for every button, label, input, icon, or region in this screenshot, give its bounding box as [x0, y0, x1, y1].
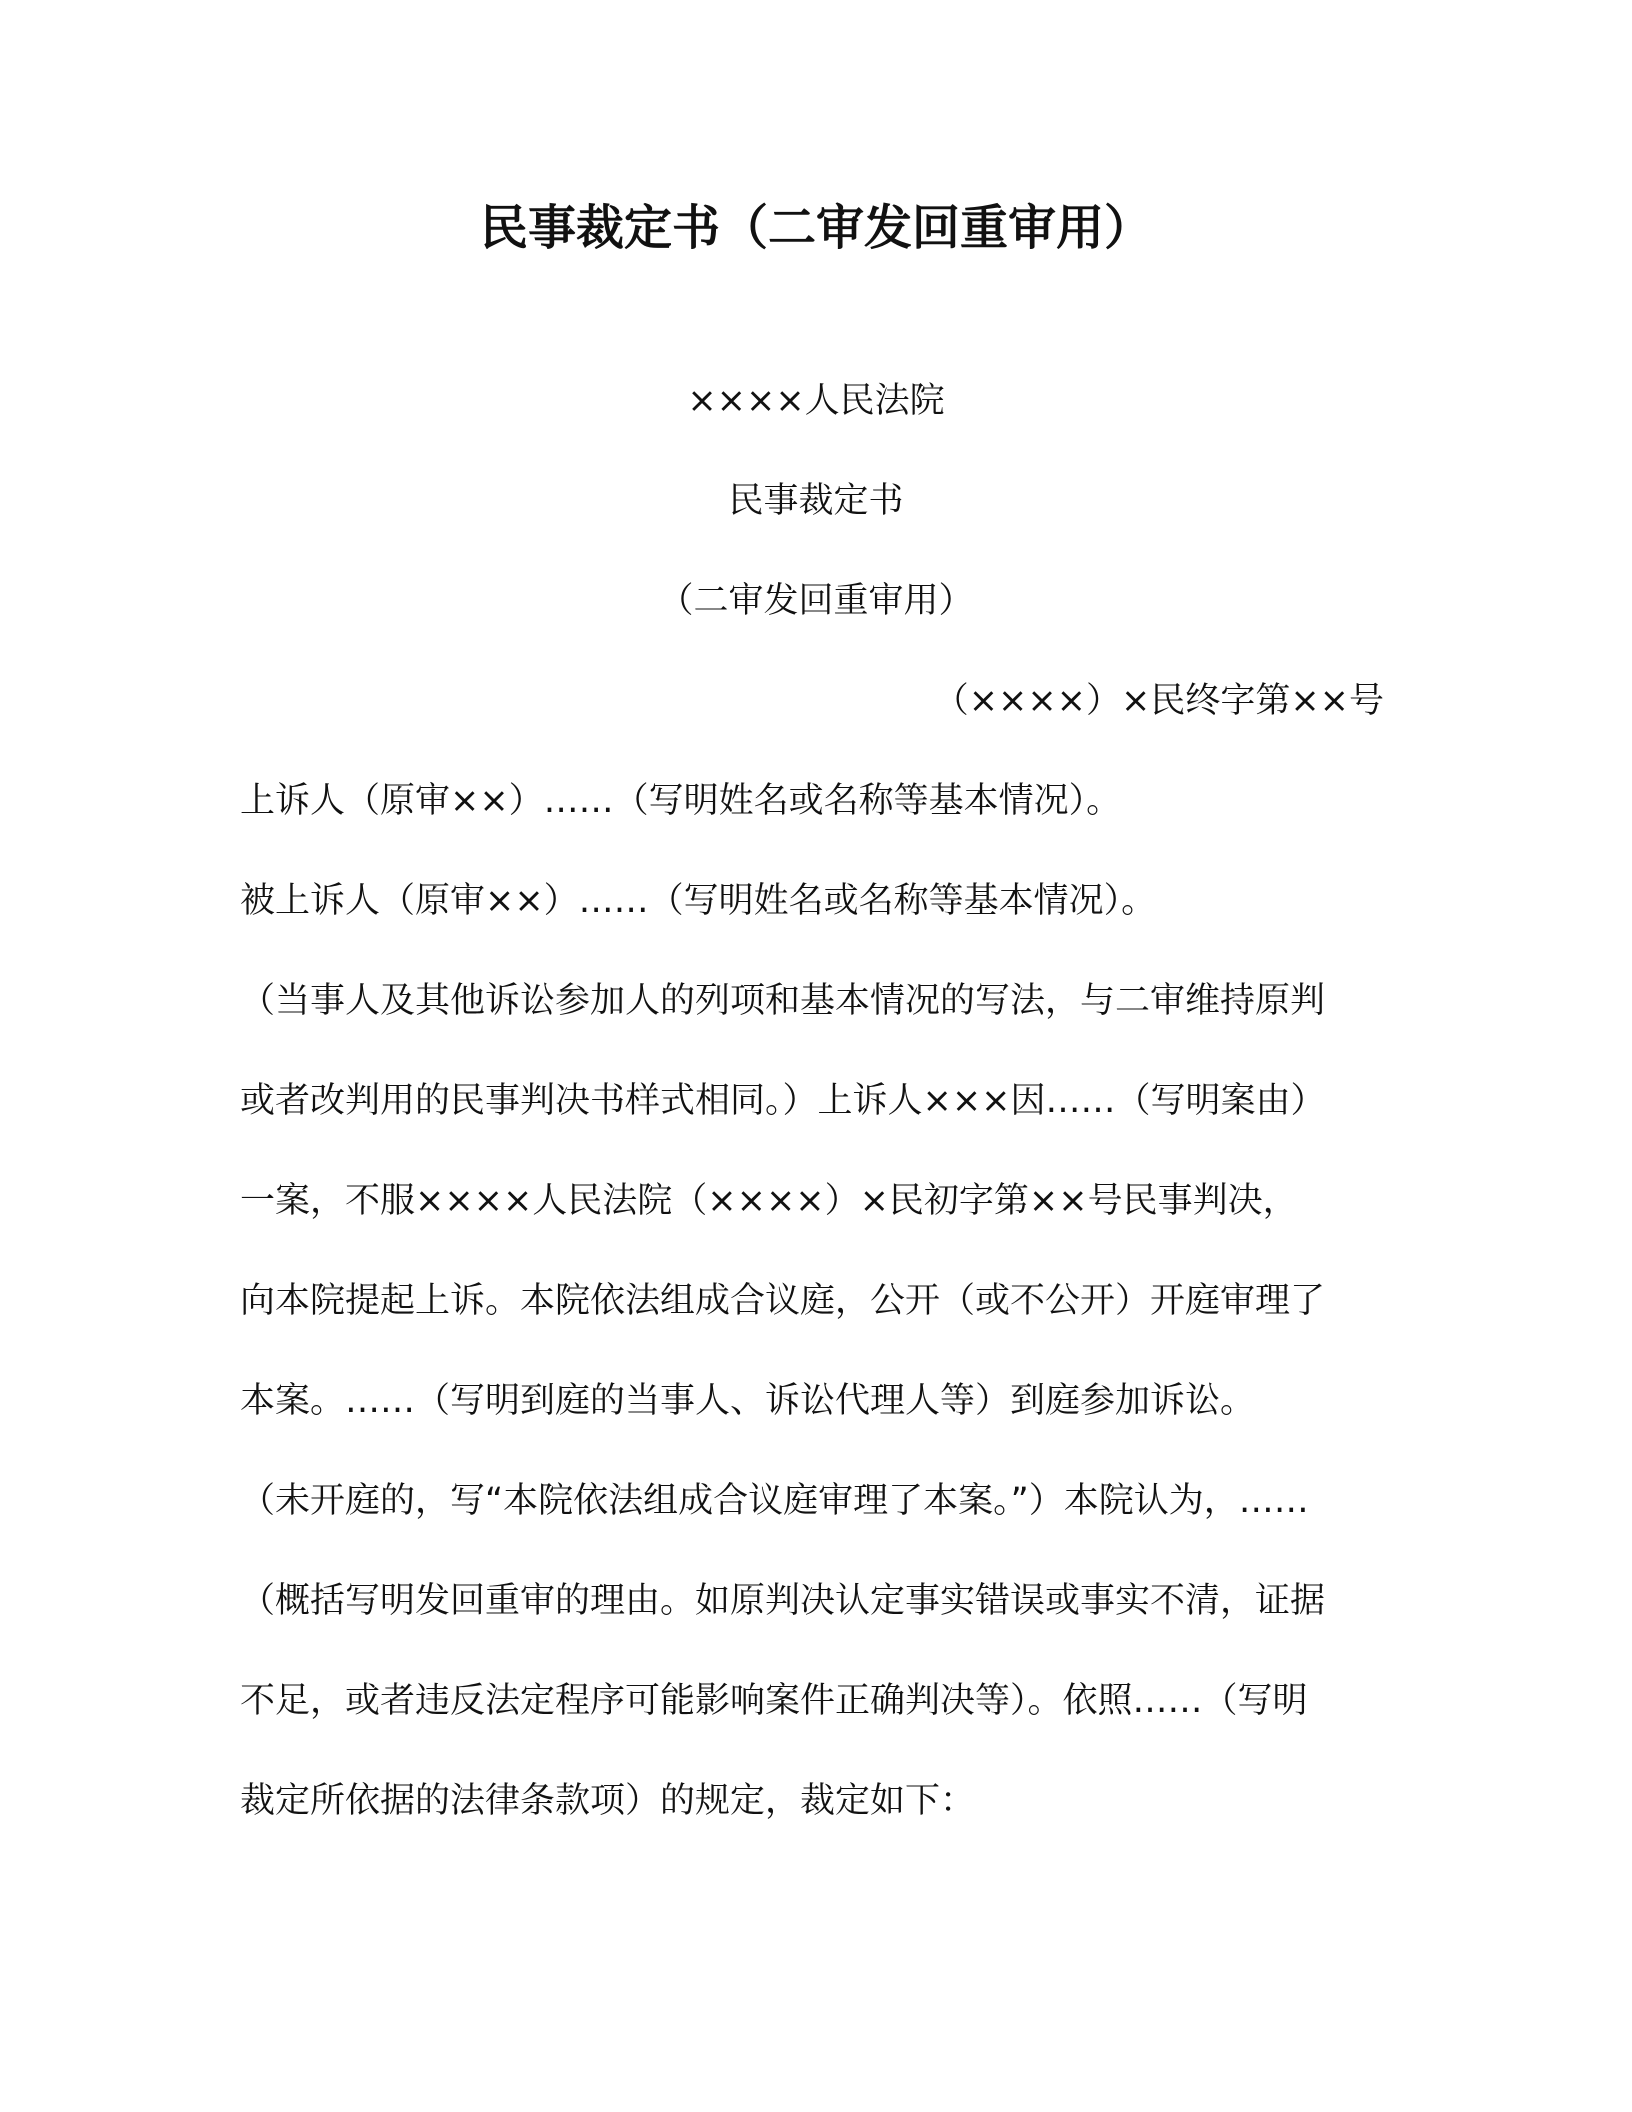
body-line: 不足，或者违反法定程序可能影响案件正确判决等）。依照……（写明: [240, 1681, 1308, 1721]
body-line: 裁定所依据的法律条款项）的规定，裁定如下：: [240, 1781, 976, 1821]
body-line: 向本院提起上诉。本院依法组成合议庭，公开（或不公开）开庭审理了: [240, 1281, 1326, 1321]
body-line: 被上诉人（原审××）……（写明姓名或名称等基本情况）。: [240, 881, 1157, 921]
case-number: （××××）×民终字第××号: [933, 681, 1384, 721]
doc-type: 民事裁定书: [728, 481, 904, 521]
body-line: 一案，不服××××人民法院（××××）×民初字第××号民事判决，: [240, 1181, 1298, 1221]
doc-subtype: （二审发回重审用）: [658, 581, 974, 621]
body-line: 上诉人（原审××）……（写明姓名或名称等基本情况）。: [240, 781, 1122, 821]
body-line: （未开庭的，写“本院依法组成合议庭审理了本案。”）本院认为，……: [240, 1481, 1309, 1521]
body-line: 或者改判用的民事判决书样式相同。）上诉人×××因……（写明案由）: [240, 1081, 1326, 1121]
body-line: （概括写明发回重审的理由。如原判决认定事实错误或事实不清，证据: [240, 1581, 1326, 1621]
document-title: 民事裁定书（二审发回重审用）: [479, 200, 1152, 256]
body-line: 本案。……（写明到庭的当事人、诉讼代理人等）到庭参加诉讼。: [240, 1381, 1256, 1421]
court-name: ××××人民法院: [687, 381, 945, 421]
body-line: （当事人及其他诉讼参加人的列项和基本情况的写法，与二审维持原判: [240, 981, 1326, 1021]
